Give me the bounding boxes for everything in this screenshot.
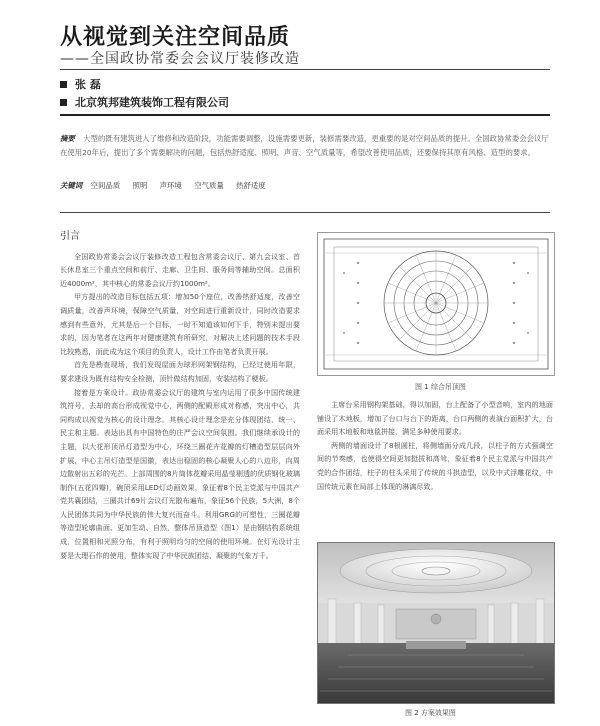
author-square-icon <box>60 81 67 88</box>
right-column <box>317 398 553 493</box>
figure-1-ceiling-plan <box>317 232 555 376</box>
paragraph: 主席台采用钢构架基础，得以加固，台上配备了小型音响，室内的地面铺设了木地板，增加了台口与台下的距离，台口两侧的表演台面积扩大，台面采用木地板和地毯拼接，满足多种使用要求。 <box>317 400 553 437</box>
keyword: 空间品质 <box>90 181 121 190</box>
ceiling-plan-drawing <box>318 233 554 375</box>
abstract-label: 摘要 <box>60 134 75 143</box>
paragraph: 首先是勘查现场，我们发现屋面为球形网架钢结构，已经过使用年限，要求建设为既有结构安全检测，顶针做结构加固，安装结构了梗板。 <box>60 360 300 383</box>
figure-1-caption: 图 1 综合吊顶图 <box>415 383 466 391</box>
abstract-text: 大型的既有建筑进入了维修和改造阶段，功能需要调整，设施需要更新，装修需要改造，更重要的是对空间品质的提升。全国政协常委会会议厅在使用20年后，提出了多个需要解决的问题，包括热舒适度、照明、声音、空气质量等，希望改善使用品质，还要保持其原有风格、造型的要求。 <box>60 134 549 157</box>
title-rule <box>60 69 550 70</box>
abstract-rule <box>60 212 550 213</box>
keywords <box>60 180 550 191</box>
figure-2-rendering <box>317 542 555 704</box>
keyword: 空气质量 <box>194 181 224 190</box>
left-column <box>60 230 300 562</box>
paragraph: 接着是方案设计。政协常委会议厅的建筑与室内运用了很多中国传统建筑符号，去却的高台形成视觉中心，两侧的配殿形成对称感，突出中心，共同构成以视觉为核心的设计理念。其核心设计理念是充分体现团结、统一、民主和主题。表达出具有中国特色的庄严会议空间氛围。我们继续承设计的主题，以大花形顶吊灯造型为中心，环绕三圈花卉花瓣的灯槽造型层层向外扩展，中心主吊灯造型是国徽，表达出稳固的核心凝聚人心的八边形，向周边散射出五彩的光芒。上部周围的8片筒体花瓣采用晶莹剔透的优质钢化玻璃制作(五花四瓣)，碗顶采用LED灯动画效果，象征着8个民主党派与中国共产党共襄团结，三圈共计69片会议灯光散布遍布，象征56个民族，5大洲，8个人民团体共同为中华民族的伟大复兴而奋斗。利用GRG的可塑性，三圈花瓣等造型轮廓曲面、更加生动、自然，整体吊顶造型（图1）是由钢结构系统组成，位置相和光照分布，有利于照明均匀的空间的使用环境。在灯光设计主要是大理石作的使用，整体实现了中华民族团结、凝聚的气象万千。 <box>60 387 300 560</box>
paragraph: 甲方提出的改造目标包括五项：增加50个座位，改善热舒适度，改善空调质量，改善声环境，保障空气质量，对空间进行重新设计，同时改造要求感到有些意外，尤其是后一个目标，一时不知道该如何下手，特别未提出要求的，因为笔者在这两年对健康建筑有所研究，对解决上述问题的技术手段比较熟悉，而此成为这个项目的负责人，设计工作由笔者负责开展。 <box>60 292 300 356</box>
affiliation-square-icon <box>60 99 67 106</box>
keyword: 热舒适度 <box>236 181 266 190</box>
abstract <box>60 132 550 160</box>
keyword: 声环境 <box>159 181 182 190</box>
paragraph: 两侧的墙面设计了8根圆柱，将侧墙面分成几段，以柱子的方式强调空间的节奏感，也使得空间更加挺拔和高耸，象征着8个民主党派与中国共产党的合作团结，柱子的柱头采用了传统的斗拱造型，以及中式浮雕花纹，中国传统元素在局部上体现的淋漓尽致。 <box>317 440 553 491</box>
article-title: 从视觉到关注空间品质 <box>60 25 291 50</box>
keyword: 照明 <box>132 181 148 190</box>
article-subtitle: ——全国政协常委会会议厅装修改造 <box>60 51 300 67</box>
affiliation-name: 北京筑邦建筑装饰工程有限公司 <box>75 96 229 109</box>
figure-2-caption: 图 2 方案效果图 <box>405 709 456 717</box>
hall-rendering-image <box>318 543 554 703</box>
affiliation-line <box>60 94 229 110</box>
author-name: 张 磊 <box>75 78 101 91</box>
author-line <box>60 76 101 92</box>
paragraph: 全国政协常委会会议厅装修改造工程包含常委会议厅、第九会议室、首长休息室三个重点空间和前厅、走廊、卫生间、服务间等辅助空间。总面积近4000m²，其中核心的常委会议厅约1000m²。 <box>60 251 300 288</box>
keywords-label: 关键词 <box>60 181 83 190</box>
header-rule <box>60 114 550 116</box>
intro-heading: 引言 <box>60 231 80 242</box>
